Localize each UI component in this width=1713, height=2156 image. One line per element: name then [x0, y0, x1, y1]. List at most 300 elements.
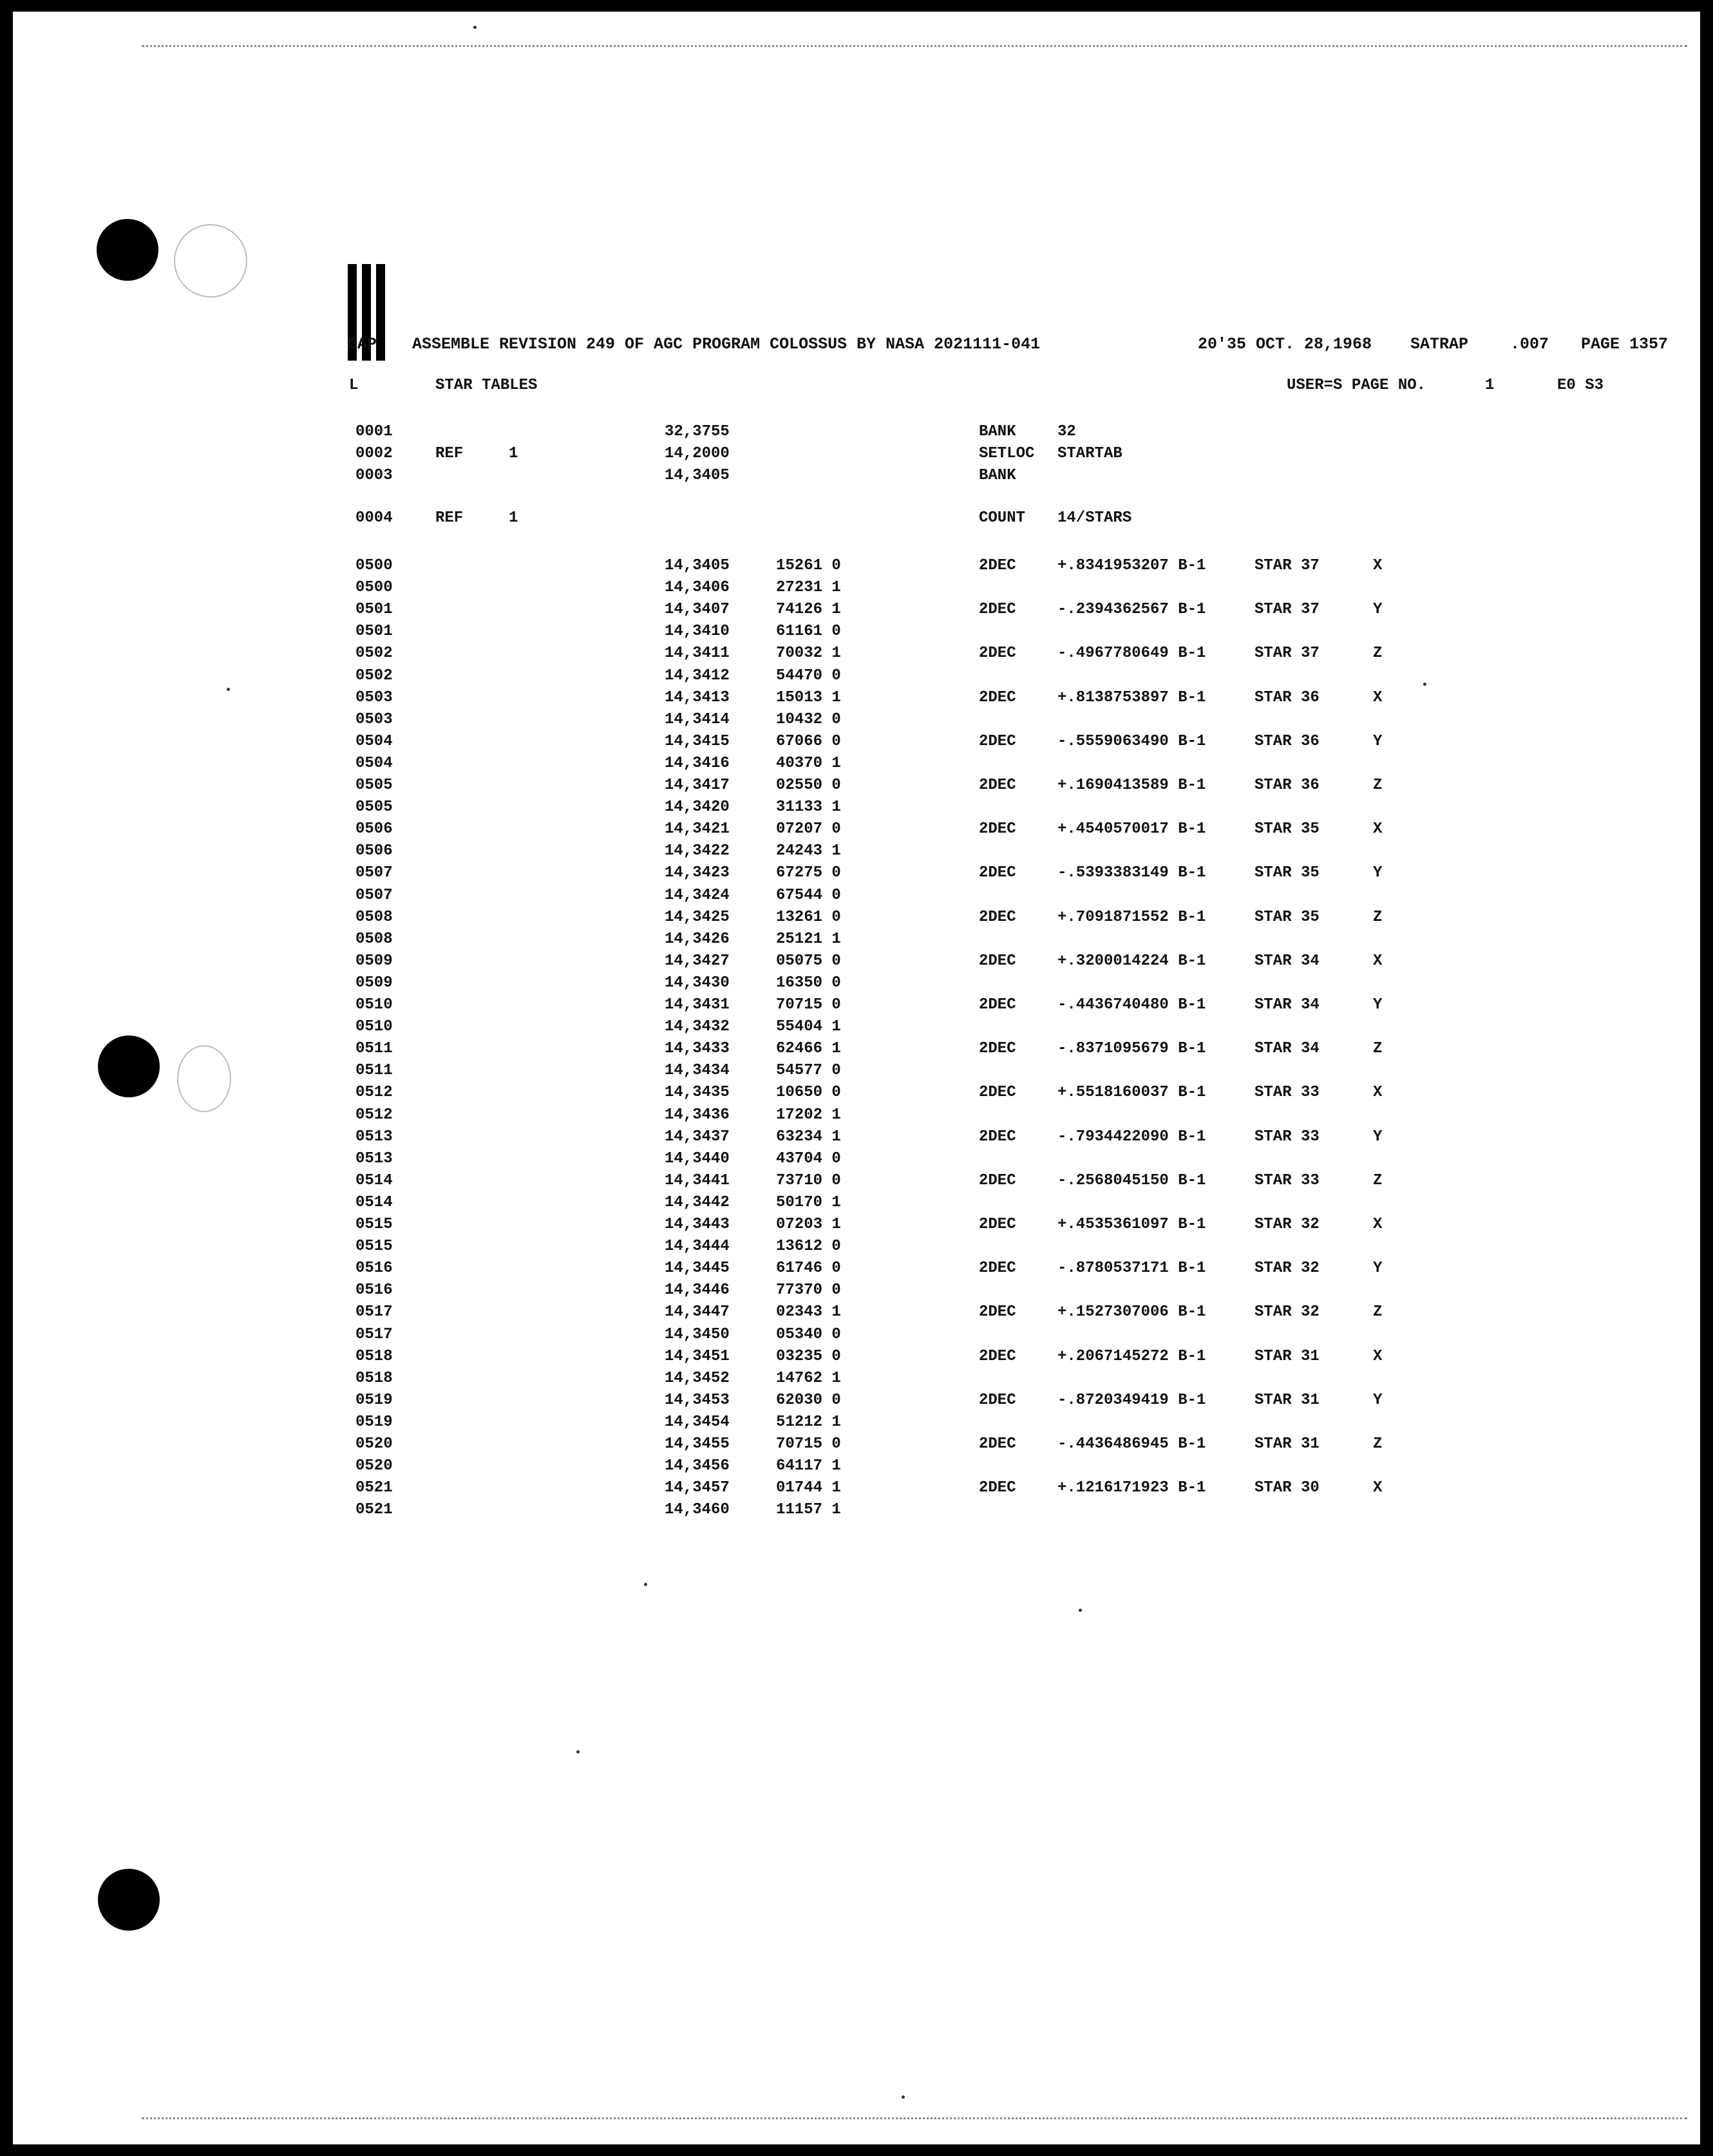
header-title: ASSEMBLE REVISION 249 OF AGC PROGRAM COLOSSUS BY NASA 2021111-041 — [412, 335, 1041, 354]
listing-row — [13, 1060, 1700, 1082]
cell-line: 0510 — [355, 996, 393, 1014]
cell-op: 2DEC — [979, 909, 1016, 926]
cell-line: 0519 — [355, 1392, 393, 1409]
cell-axis: Z — [1373, 1303, 1383, 1321]
cell-word: 50170 1 — [776, 1194, 841, 1211]
cell-word: 61746 0 — [776, 1260, 841, 1277]
cell-addr: 14,3407 — [665, 601, 730, 618]
cell-word: 61161 0 — [776, 623, 841, 640]
cell-word: 67066 0 — [776, 733, 841, 750]
cell-line: 0002 — [355, 445, 393, 462]
cell-line: 0510 — [355, 1018, 393, 1035]
cell-line: 0521 — [355, 1501, 393, 1518]
header-page: PAGE 1357 — [1581, 335, 1669, 354]
cell-addr: 32,3755 — [665, 423, 730, 440]
cell-op: 2DEC — [979, 733, 1016, 750]
cell-axis: Y — [1373, 733, 1383, 750]
cell-axis: Z — [1373, 1172, 1383, 1189]
cell-word: 15261 0 — [776, 557, 841, 574]
listing-row — [13, 1477, 1700, 1499]
cell-addr: 14,3420 — [665, 799, 730, 816]
subheader-left: L — [349, 377, 359, 394]
scan-speck — [576, 1750, 580, 1754]
cell-line: 0518 — [355, 1370, 393, 1387]
cell-star: STAR 37 — [1254, 645, 1320, 662]
cell-addr: 14,3436 — [665, 1106, 730, 1124]
cell-word: 40370 1 — [776, 755, 841, 772]
cell-value: +.1690413589 B-1 — [1057, 777, 1206, 794]
cell-addr: 14,3447 — [665, 1303, 730, 1321]
cell-star: STAR 37 — [1254, 557, 1320, 574]
cell-line: 0513 — [355, 1128, 393, 1146]
cell-op: 2DEC — [979, 996, 1016, 1014]
cell-axis: X — [1373, 689, 1383, 706]
cell-axis: X — [1373, 1479, 1383, 1497]
cell-op: BANK — [979, 423, 1016, 440]
cell-line: 0507 — [355, 864, 393, 882]
cell-star: STAR 30 — [1254, 1479, 1320, 1497]
cell-addr: 14,3451 — [665, 1348, 730, 1365]
header-timestamp: 20'35 OCT. 28,1968 — [1198, 335, 1372, 354]
cell-line: 0500 — [355, 557, 393, 574]
cell-star: STAR 37 — [1254, 601, 1320, 618]
punch-hole-bottom — [98, 1869, 160, 1931]
cell-addr: 14,3412 — [665, 667, 730, 685]
listing-row — [13, 929, 1700, 950]
cell-addr: 14,3432 — [665, 1018, 730, 1035]
cell-line: 0511 — [355, 1040, 393, 1057]
preamble-row — [13, 443, 1700, 465]
cell-star: STAR 32 — [1254, 1260, 1320, 1277]
top-dotted-edge — [142, 45, 1687, 47]
punch-hole-top — [97, 219, 158, 281]
cell-line: 0521 — [355, 1479, 393, 1497]
listing-row — [13, 709, 1700, 731]
cell-addr: 14,3421 — [665, 820, 730, 838]
listing-row — [13, 1192, 1700, 1214]
cell-op: 2DEC — [979, 1040, 1016, 1057]
listing-row — [13, 555, 1700, 577]
cell-line: 0517 — [355, 1326, 393, 1343]
cell-line: 0515 — [355, 1238, 393, 1255]
cell-value: +.8138753897 B-1 — [1057, 689, 1206, 706]
cell-addr: 14,3453 — [665, 1392, 730, 1409]
cell-line: 0501 — [355, 601, 393, 618]
cell-addr: 14,3425 — [665, 909, 730, 926]
cell-value: -.4436740480 B-1 — [1057, 996, 1206, 1014]
listing-row — [13, 599, 1700, 621]
user-page-label: USER=S PAGE NO. — [1287, 377, 1426, 394]
cell-value: -.5559063490 B-1 — [1057, 733, 1206, 750]
cell-value: -.8371095679 B-1 — [1057, 1040, 1206, 1057]
listing-row — [13, 1016, 1700, 1038]
listing-row — [13, 840, 1700, 862]
cell-value: -.5393383149 B-1 — [1057, 864, 1206, 882]
listing-row — [13, 1368, 1700, 1390]
cell-axis: Y — [1373, 1128, 1383, 1146]
cell-line: 0515 — [355, 1216, 393, 1233]
listing-row — [13, 1038, 1700, 1060]
listing-row — [13, 775, 1700, 797]
cell-axis: X — [1373, 1348, 1383, 1365]
cell-addr: 14,3417 — [665, 777, 730, 794]
listing-row — [13, 1346, 1700, 1368]
cell-word: 54577 0 — [776, 1062, 841, 1079]
cell-line: 0512 — [355, 1084, 393, 1101]
cell-value: +.2067145272 B-1 — [1057, 1348, 1206, 1365]
cell-star: STAR 34 — [1254, 1040, 1320, 1057]
cell-addr: 14,3443 — [665, 1216, 730, 1233]
cell-word: 02343 1 — [776, 1303, 841, 1321]
listing-row — [13, 972, 1700, 994]
cell-op: 2DEC — [979, 1260, 1016, 1277]
cell-word: 70032 1 — [776, 645, 841, 662]
cell-word: 05340 0 — [776, 1326, 841, 1343]
listing-row — [13, 1390, 1700, 1412]
cell-word: 25121 1 — [776, 931, 841, 948]
scan-speck — [644, 1583, 647, 1586]
cell-star: STAR 36 — [1254, 733, 1320, 750]
cell-op: 2DEC — [979, 1128, 1016, 1146]
cell-op: 2DEC — [979, 1392, 1016, 1409]
cell-word: 13261 0 — [776, 909, 841, 926]
cell-op: COUNT — [979, 509, 1026, 527]
cell-axis: Y — [1373, 996, 1383, 1014]
listing-row — [13, 1412, 1700, 1433]
cell-star: STAR 36 — [1254, 689, 1320, 706]
cell-line: 0500 — [355, 579, 393, 596]
cell-word: 13612 0 — [776, 1238, 841, 1255]
cell-star: STAR 32 — [1254, 1216, 1320, 1233]
cell-value: -.8780537171 B-1 — [1057, 1260, 1206, 1277]
cell-op: BANK — [979, 467, 1016, 484]
cell-value: +.8341953207 B-1 — [1057, 557, 1206, 574]
cell-star: STAR 33 — [1254, 1128, 1320, 1146]
cell-line: 0508 — [355, 909, 393, 926]
cell-word: 77370 0 — [776, 1281, 841, 1299]
cell-value: -.8720349419 B-1 — [1057, 1392, 1206, 1409]
cell-word: 74126 1 — [776, 601, 841, 618]
cell-addr: 14,2000 — [665, 445, 730, 462]
cell-star: STAR 35 — [1254, 909, 1320, 926]
listing-row — [13, 797, 1700, 818]
cell-op: 2DEC — [979, 777, 1016, 794]
cell-addr: 14,3455 — [665, 1435, 730, 1453]
right-code: E0 S3 — [1557, 377, 1604, 394]
listing-row — [13, 1324, 1700, 1346]
listing-row — [13, 753, 1700, 775]
cell-word: 14762 1 — [776, 1370, 841, 1387]
cell-addr: 14,3457 — [665, 1479, 730, 1497]
scan-speck — [1079, 1609, 1082, 1612]
listing-row — [13, 994, 1700, 1016]
cell-op: SETLOC — [979, 445, 1035, 462]
cell-addr: 14,3460 — [665, 1501, 730, 1518]
header-user: SATRAP — [1410, 335, 1469, 354]
cell-addr: 14,3423 — [665, 864, 730, 882]
cell-addr: 14,3414 — [665, 711, 730, 728]
cell-addr: 14,3427 — [665, 952, 730, 970]
listing-row — [13, 687, 1700, 709]
cell-value: +.5518160037 B-1 — [1057, 1084, 1206, 1101]
cell-star: STAR 34 — [1254, 952, 1320, 970]
cell-word: 05075 0 — [776, 952, 841, 970]
listing-row — [13, 621, 1700, 643]
cell-addr: 14,3430 — [665, 974, 730, 992]
cell-star: STAR 33 — [1254, 1172, 1320, 1189]
cell-axis: Y — [1373, 601, 1383, 618]
cell-addr: 14,3444 — [665, 1238, 730, 1255]
cell-word: 16350 0 — [776, 974, 841, 992]
cell-axis: Z — [1373, 1435, 1383, 1453]
cell-addr: 14,3435 — [665, 1084, 730, 1101]
cell-addr: 14,3405 — [665, 467, 730, 484]
cell-word: 07203 1 — [776, 1216, 841, 1233]
cell-star: STAR 31 — [1254, 1392, 1320, 1409]
cell-op: 2DEC — [979, 1435, 1016, 1453]
cell-axis: Y — [1373, 1260, 1383, 1277]
preamble-row — [13, 465, 1700, 487]
cell-line: 0511 — [355, 1062, 393, 1079]
cell-word: 64117 1 — [776, 1457, 841, 1475]
cell-star: STAR 31 — [1254, 1435, 1320, 1453]
cell-line: 0512 — [355, 1106, 393, 1124]
listing-row — [13, 1214, 1700, 1236]
cell-word: 31133 1 — [776, 799, 841, 816]
listing-row — [13, 907, 1700, 929]
cell-ref: REF — [435, 445, 464, 462]
listing-row — [13, 577, 1700, 599]
listing-row — [13, 1148, 1700, 1170]
cell-line: 0509 — [355, 952, 393, 970]
cell-refno: 1 — [509, 445, 518, 462]
cell-value: -.7934422090 B-1 — [1057, 1128, 1206, 1146]
cell-ref: REF — [435, 509, 464, 527]
cell-line: 0520 — [355, 1435, 393, 1453]
cell-addr: 14,3452 — [665, 1370, 730, 1387]
section-title: STAR TABLES — [435, 377, 538, 394]
cell-word: 27231 1 — [776, 579, 841, 596]
cell-axis: X — [1373, 1216, 1383, 1233]
cell-op: 2DEC — [979, 557, 1016, 574]
bottom-dotted-edge — [142, 2117, 1687, 2119]
cell-line: 0506 — [355, 842, 393, 860]
cell-line: 0504 — [355, 733, 393, 750]
cell-word: 03235 0 — [776, 1348, 841, 1365]
listing-row — [13, 665, 1700, 687]
cell-word: 54470 0 — [776, 667, 841, 685]
cell-addr: 14,3437 — [665, 1128, 730, 1146]
cell-line: 0519 — [355, 1414, 393, 1431]
listing-row — [13, 1104, 1700, 1126]
listing-row — [13, 862, 1700, 884]
cell-addr: 14,3441 — [665, 1172, 730, 1189]
cell-word: 62466 1 — [776, 1040, 841, 1057]
cell-line: 0514 — [355, 1172, 393, 1189]
cell-line: 0518 — [355, 1348, 393, 1365]
cell-addr: 14,3415 — [665, 733, 730, 750]
cell-axis: Y — [1373, 1392, 1383, 1409]
cell-line: 0504 — [355, 755, 393, 772]
listing-row — [13, 1280, 1700, 1301]
cell-word: 63234 1 — [776, 1128, 841, 1146]
cell-addr: 14,3433 — [665, 1040, 730, 1057]
cell-word: 10432 0 — [776, 711, 841, 728]
cell-line: 0513 — [355, 1150, 393, 1168]
listing-row — [13, 950, 1700, 972]
listing-row — [13, 1455, 1700, 1477]
cell-addr: 14,3411 — [665, 645, 730, 662]
cell-op: 2DEC — [979, 601, 1016, 618]
cell-operand: STARTAB — [1057, 445, 1122, 462]
cell-word: 70715 0 — [776, 996, 841, 1014]
cell-op: 2DEC — [979, 689, 1016, 706]
cell-axis: X — [1373, 557, 1383, 574]
user-page-number: 1 — [1485, 377, 1495, 394]
cell-value: -.2568045150 B-1 — [1057, 1172, 1206, 1189]
cell-addr: 14,3454 — [665, 1414, 730, 1431]
cell-line: 0505 — [355, 799, 393, 816]
cell-addr: 14,3442 — [665, 1194, 730, 1211]
cell-value: -.2394362567 B-1 — [1057, 601, 1206, 618]
cell-operand: 32 — [1057, 423, 1076, 440]
cell-word: 73710 0 — [776, 1172, 841, 1189]
cell-line: 0001 — [355, 423, 393, 440]
cell-addr: 14,3410 — [665, 623, 730, 640]
cell-addr: 14,3440 — [665, 1150, 730, 1168]
listing-row — [13, 885, 1700, 907]
cell-op: 2DEC — [979, 864, 1016, 882]
cell-addr: 14,3456 — [665, 1457, 730, 1475]
cell-star: STAR 33 — [1254, 1084, 1320, 1101]
cell-word: 24243 1 — [776, 842, 841, 860]
cell-op: 2DEC — [979, 1479, 1016, 1497]
cell-line: 0501 — [355, 623, 393, 640]
listing-row — [13, 1433, 1700, 1455]
cell-star: STAR 35 — [1254, 820, 1320, 838]
cell-op: 2DEC — [979, 1084, 1016, 1101]
cell-line: 0520 — [355, 1457, 393, 1475]
header-version: .007 — [1510, 335, 1549, 354]
cell-op: 2DEC — [979, 1303, 1016, 1321]
cell-word: 11157 1 — [776, 1501, 841, 1518]
cell-star: STAR 32 — [1254, 1303, 1320, 1321]
listing-row — [13, 1258, 1700, 1280]
cell-op: 2DEC — [979, 1216, 1016, 1233]
cell-line: 0508 — [355, 931, 393, 948]
cell-axis: Y — [1373, 864, 1383, 882]
cell-word: 01744 1 — [776, 1479, 841, 1497]
cell-axis: Z — [1373, 1040, 1383, 1057]
cell-word: 62030 0 — [776, 1392, 841, 1409]
cell-value: +.4535361097 B-1 — [1057, 1216, 1206, 1233]
cell-addr: 14,3424 — [665, 887, 730, 904]
header-tag: GAP — [348, 335, 377, 354]
cell-line: 0004 — [355, 509, 393, 527]
listing-row — [13, 1082, 1700, 1104]
cell-word: 55404 1 — [776, 1018, 841, 1035]
cell-value: +.4540570017 B-1 — [1057, 820, 1206, 838]
cell-operand: 14/STARS — [1057, 509, 1132, 527]
listing-row — [13, 643, 1700, 665]
cell-addr: 14,3434 — [665, 1062, 730, 1079]
cell-line: 0505 — [355, 777, 393, 794]
cell-value: -.4967780649 B-1 — [1057, 645, 1206, 662]
cell-addr: 14,3416 — [665, 755, 730, 772]
cell-word: 07207 0 — [776, 820, 841, 838]
listing-row — [13, 1236, 1700, 1258]
cell-line: 0516 — [355, 1281, 393, 1299]
cell-addr: 14,3405 — [665, 557, 730, 574]
cell-axis: Z — [1373, 777, 1383, 794]
cell-value: +.3200014224 B-1 — [1057, 952, 1206, 970]
cell-line: 0507 — [355, 887, 393, 904]
scan-speck — [902, 2095, 905, 2099]
cell-line: 0506 — [355, 820, 393, 838]
cell-line: 0503 — [355, 711, 393, 728]
cell-value: -.4436486945 B-1 — [1057, 1435, 1206, 1453]
preamble-row — [13, 507, 1700, 529]
cell-line: 0502 — [355, 645, 393, 662]
listing-row — [13, 1126, 1700, 1148]
cell-line: 0502 — [355, 667, 393, 685]
cell-axis: X — [1373, 820, 1383, 838]
listing-row — [13, 1170, 1700, 1192]
cell-op: 2DEC — [979, 820, 1016, 838]
cell-addr: 14,3413 — [665, 689, 730, 706]
cell-star: STAR 31 — [1254, 1348, 1320, 1365]
cell-word: 67544 0 — [776, 887, 841, 904]
cell-line: 0514 — [355, 1194, 393, 1211]
cell-addr: 14,3431 — [665, 996, 730, 1014]
listing-row — [13, 731, 1700, 753]
scan-speck — [473, 26, 477, 29]
cell-value: +.1216171923 B-1 — [1057, 1479, 1206, 1497]
cell-word: 43704 0 — [776, 1150, 841, 1168]
cell-addr: 14,3446 — [665, 1281, 730, 1299]
listing-row — [13, 1499, 1700, 1521]
cell-value: +.1527307006 B-1 — [1057, 1303, 1206, 1321]
cell-op: 2DEC — [979, 952, 1016, 970]
printout-page — [13, 12, 1700, 2144]
cell-refno: 1 — [509, 509, 518, 527]
cell-line: 0516 — [355, 1260, 393, 1277]
cell-word: 67275 0 — [776, 864, 841, 882]
punch-hole-ghost-top — [174, 224, 247, 298]
cell-op: 2DEC — [979, 645, 1016, 662]
cell-word: 10650 0 — [776, 1084, 841, 1101]
cell-op: 2DEC — [979, 1348, 1016, 1365]
cell-word: 51212 1 — [776, 1414, 841, 1431]
cell-addr: 14,3422 — [665, 842, 730, 860]
listing-row — [13, 1301, 1700, 1323]
cell-star: STAR 35 — [1254, 864, 1320, 882]
cell-line: 0003 — [355, 467, 393, 484]
cell-addr: 14,3426 — [665, 931, 730, 948]
cell-word: 70715 0 — [776, 1435, 841, 1453]
cell-word: 15013 1 — [776, 689, 841, 706]
listing-row — [13, 818, 1700, 840]
cell-axis: X — [1373, 1084, 1383, 1101]
cell-axis: Z — [1373, 909, 1383, 926]
cell-axis: X — [1373, 952, 1383, 970]
cell-line: 0509 — [355, 974, 393, 992]
cell-star: STAR 34 — [1254, 996, 1320, 1014]
cell-addr: 14,3406 — [665, 579, 730, 596]
cell-axis: Z — [1373, 645, 1383, 662]
cell-line: 0517 — [355, 1303, 393, 1321]
cell-line: 0503 — [355, 689, 393, 706]
